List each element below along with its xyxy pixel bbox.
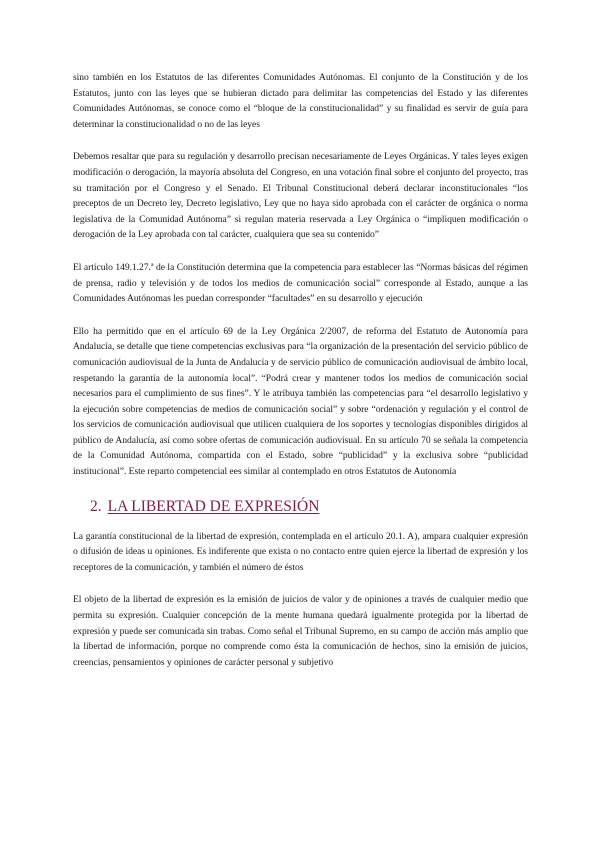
section-heading bbox=[90, 497, 528, 517]
section-number: 2. bbox=[90, 497, 102, 515]
paragraph-bloque-constitucionalidad: sino también en los Estatutos de las diferentes Comunidades Autónomas. El conjunto de la Constitución y de los Estatutos, junto con las leyes que se hubieran dictado para delimitar las competencias del Estado y las diferentes Comunidades Autónomas, se conoce como el “bloque de la constitucionalidad” y su finalidad es servir de guía para determinar la constitucionalidad o no de las leyes bbox=[73, 72, 528, 130]
document-page bbox=[73, 70, 528, 687]
paragraph-leyes-organicas: Debemos resaltar que para su regulación y desarrollo precisan necesariamente de Leyes Orgánicas. Y tales leyes exigen modificación o derogación, la mayoría absoluta del Congreso, en una votación final sobre el conjunto del proyecto, tras su tramitación por el Congreso y el Senado. El Tribunal Constitucional deberá declarar inconstitucionales “los preceptos de un Decreto ley, Decreto legislativo, Ley que no haya sido aprobada con el carácter de orgánica o norma legislativa de la Comunidad Autónoma” si regulan materia reservada a Ley Orgánica o “impliquen modificación o derogación de la Ley aprobada con tal carácter, cualquiera que sea su contenido” bbox=[73, 151, 528, 241]
paragraph-articulo-149: El artículo 149.1.27.ª de la Constitución determina que la competencia para establecer las “Normas básicas del régimen de prensa, radio y televisión y de todos los medios de comunicación social” corresponde al Estado, aunque a las Comunidades Autónomas les puedan corresponder “facultades” en su desarrollo y ejecución bbox=[73, 261, 528, 305]
paragraph-garantia-constitucional: La garantía constitucional de la libertad de expresión, contemplada en el artículo 20.1. A), ampara cualquier expresión o difusión de ideas u opiniones. Es indiferente que exista o no contacto entre quien ejerce la libertad de expresión y los receptores de la comunicación, y también el número de éstos bbox=[73, 530, 528, 573]
paragraph-objeto-libertad: El objeto de la libertad de expresión es la emisión de juicios de valor y de opiniones a través de cualquier medio que permita su expresión. Cualquier concepción de la mente humana quedará igualmente protegida por la libertad de expresión y puede ser comunicada sin trabas. Como señal el Tribunal Supremo, en su campo de acción más amplio que la libertad de información, porque no comprende como ésta la comunicación de hechos, sino la emisión de juicios, creencias, pensamientos y opiniones de carácter personal y subjetivo bbox=[73, 594, 528, 668]
section-title: LA LIBERTAD DE EXPRESIÓN bbox=[107, 497, 320, 515]
paragraph-estatuto-andalucia: Ello ha permitido que en el artículo 69 de la Ley Orgánica 2/2007, de reforma del Estatuto de Autonomía para Andalucía, se detalle que tiene competencias exclusivas para “la organización de la presentación del servicio público de comunicación audiovisual de la Junta de Andalucía y de servicio público de comunicación audiovisual de ámbito local, respetando la garantía de la autonomía local”. “Podrá crear y mantener todos los medios de comunicación social necesarios para el cumplimiento de sus fines”. Y le atribuya también las competencias para “el desarrollo legislativo y la ejecución sobre competencias de medios de comunicación social” y sobre “ordenación y regulación y el control de los servicios de comunicación audiovisual que utilicen cualquiera de los soportes y tecnologías disponibles dirigidos al público de Andalucía, así como sobre ofertas de comunicación audiovisual. En su artículo 70 se señala la competencia de la Comunidad Autónoma, compartida con el Estado, sobre “publicidad” y la exclusiva sobre “publicidad institucional”. Este reparto competencial ees similar al contemplado en otros Estatutos de Autonomía bbox=[73, 325, 528, 478]
